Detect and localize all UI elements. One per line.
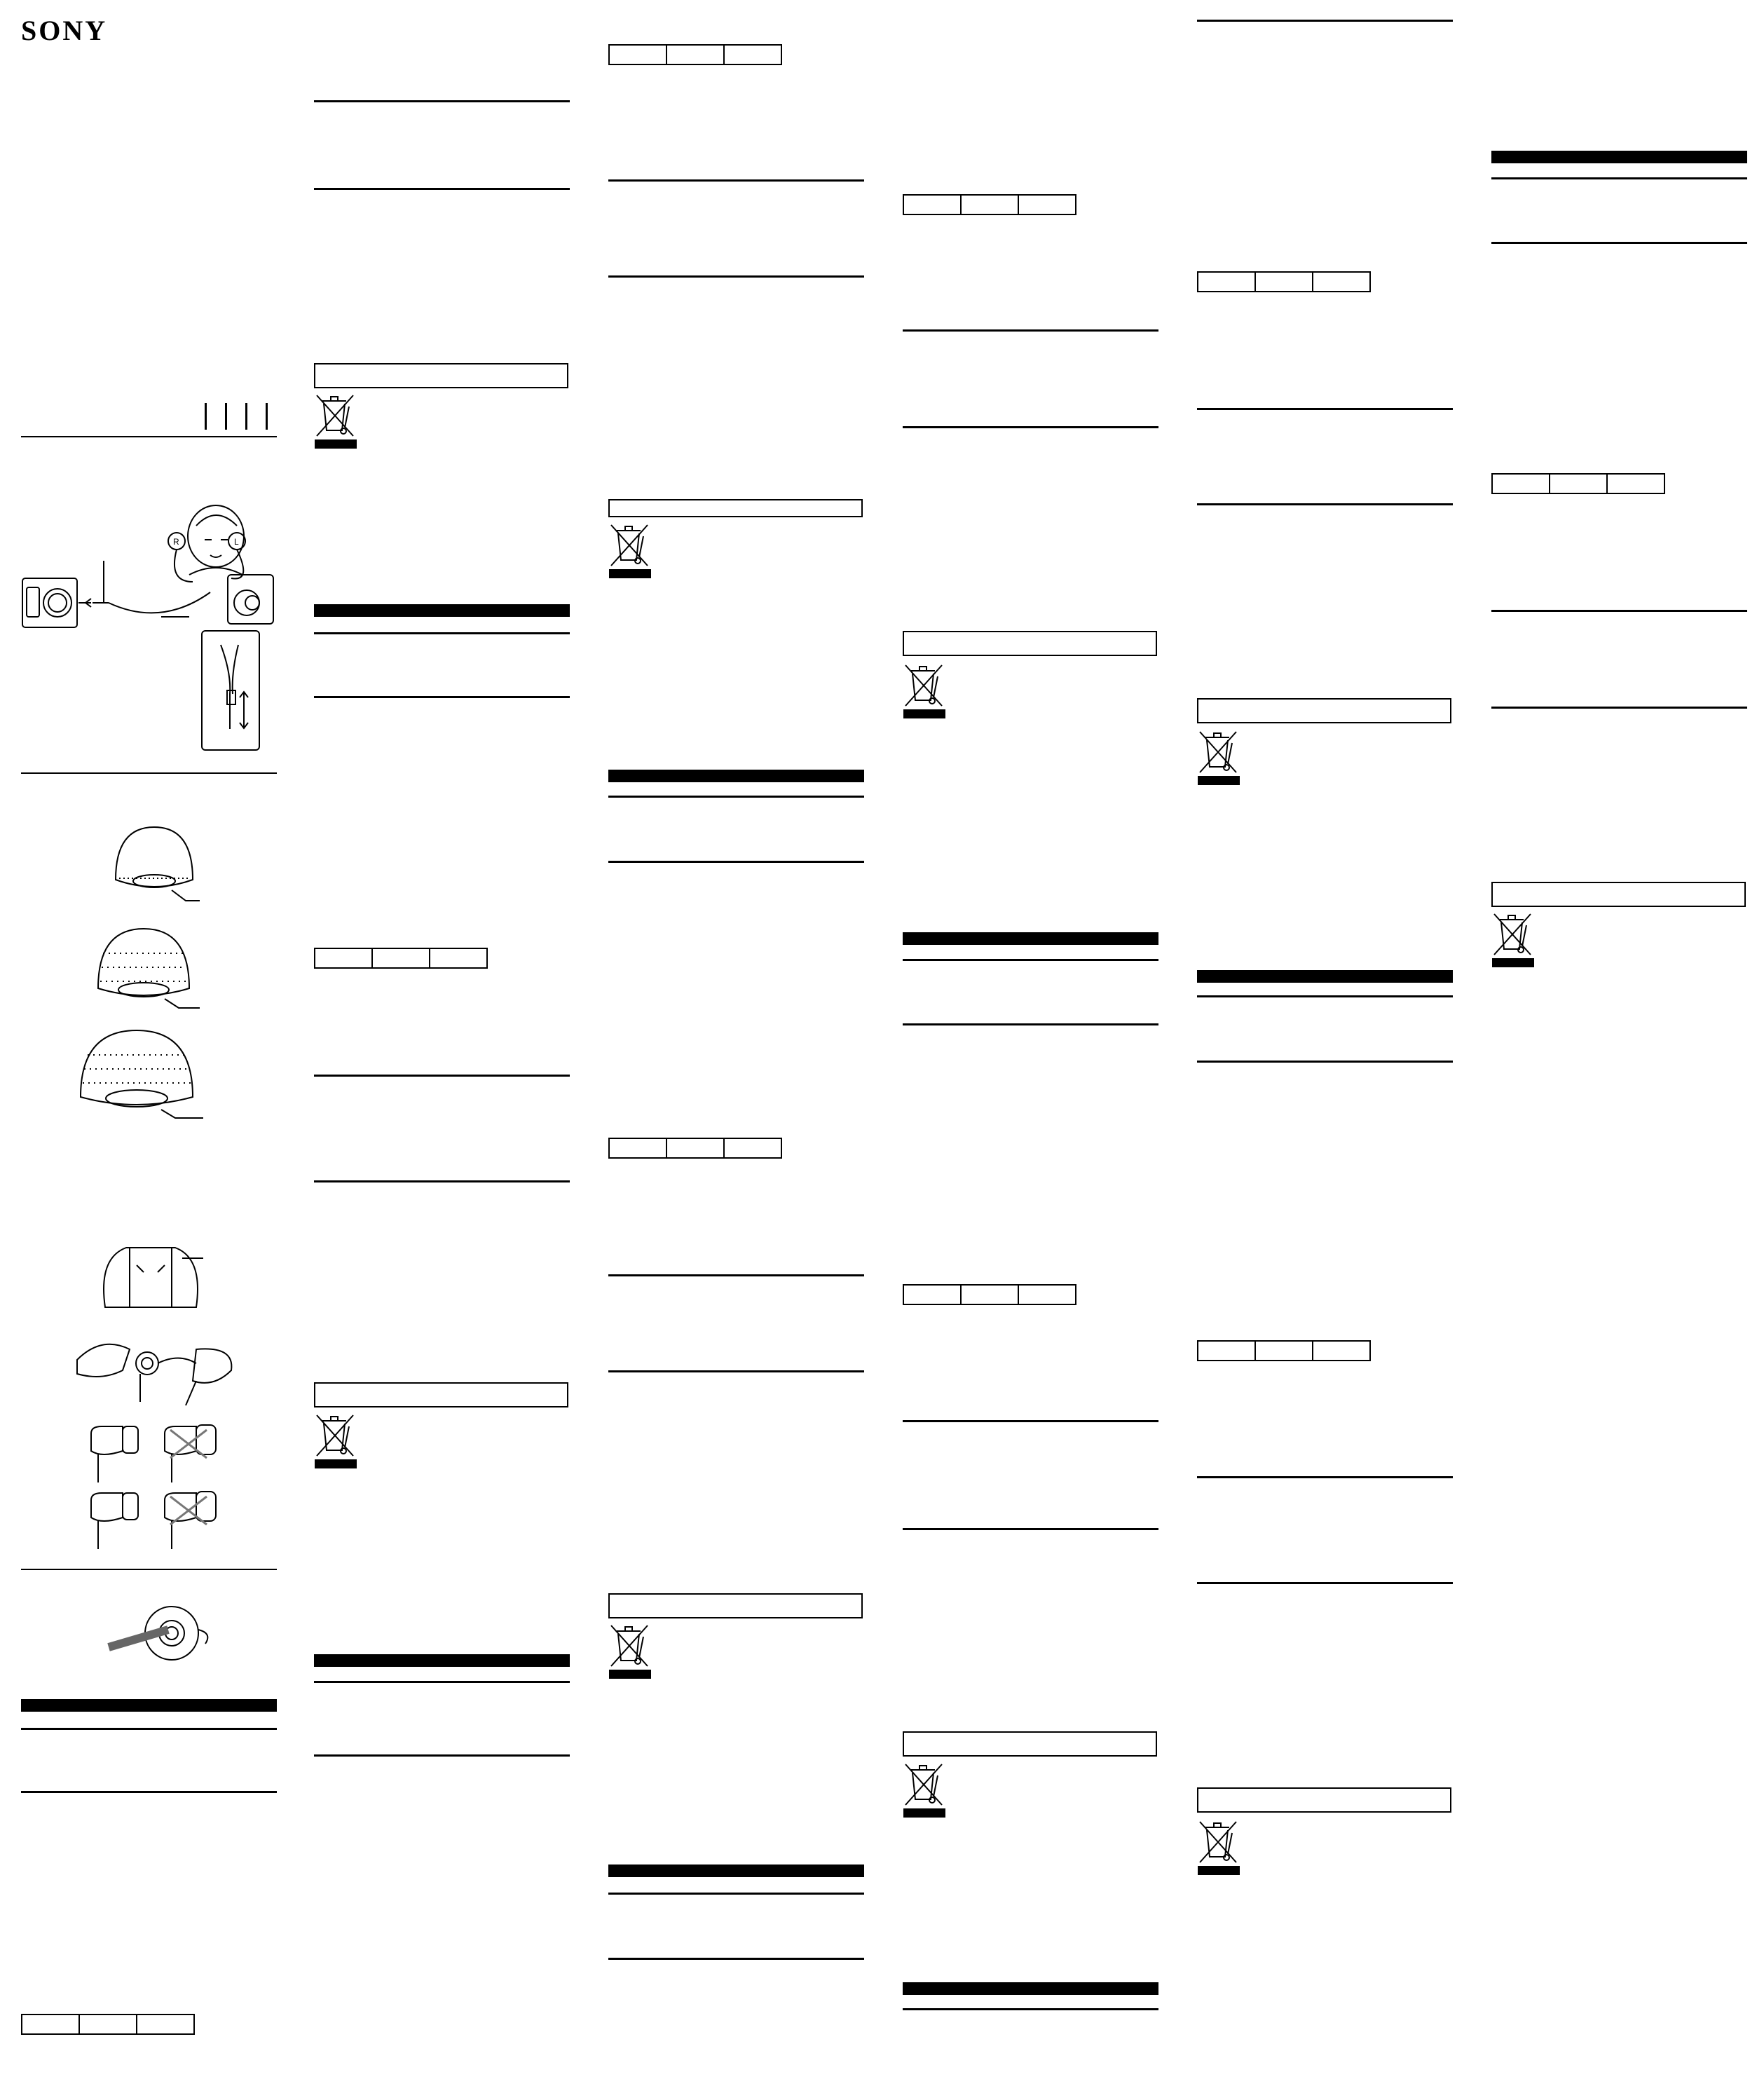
notice-box	[608, 1593, 863, 1618]
spec-table	[314, 948, 488, 969]
column-5	[1197, 0, 1453, 2086]
section-header-bar	[1491, 151, 1747, 163]
connection-diagram	[21, 505, 277, 757]
heading-rule	[1197, 1582, 1453, 1584]
heading-rule	[1491, 242, 1747, 244]
svg-text:L: L	[234, 537, 239, 547]
spec-table	[1491, 473, 1665, 494]
column-4	[903, 0, 1158, 2086]
heading-rule	[314, 1754, 570, 1757]
sony-logo: SONY	[21, 15, 108, 46]
notice-box	[314, 1382, 568, 1407]
column-3	[608, 0, 864, 2086]
spec-table	[1197, 271, 1371, 292]
heading-rule	[314, 1180, 570, 1182]
heading-rule	[21, 1728, 277, 1730]
heading-rule	[314, 1075, 570, 1077]
spec-table	[608, 44, 782, 65]
notice-box	[1491, 882, 1746, 907]
heading-rule	[1197, 408, 1453, 410]
heading-rule	[903, 426, 1158, 428]
spec-table	[1197, 1340, 1371, 1361]
heading-rule	[1197, 1476, 1453, 1478]
earbud-tip-large	[77, 1027, 203, 1125]
section-rule	[21, 436, 277, 437]
heading-rule	[903, 1023, 1158, 1025]
weee-bin-icon	[1197, 1819, 1240, 1875]
heading-rule	[1197, 20, 1453, 22]
spec-table	[903, 1284, 1076, 1305]
heading-rule	[903, 1420, 1158, 1422]
heading-rule	[314, 632, 570, 634]
heading-rule	[608, 796, 864, 798]
notice-box	[903, 631, 1157, 656]
heading-rule	[608, 1893, 864, 1895]
weee-bin-icon	[608, 1623, 652, 1679]
heading-rule	[903, 329, 1158, 332]
weee-bin-icon	[608, 522, 652, 578]
spec-table	[903, 194, 1076, 215]
heading-rule	[1197, 503, 1453, 505]
notice-box	[608, 499, 863, 517]
section-rule	[21, 772, 277, 774]
heading-rule	[1491, 610, 1747, 612]
heading-rule	[1491, 177, 1747, 179]
heading-rule	[1197, 1061, 1453, 1063]
attach-tip-illustration	[74, 1332, 235, 1409]
heading-rule	[1491, 707, 1747, 709]
heading-rule	[608, 275, 864, 278]
heading-rule	[314, 1681, 570, 1683]
heading-rule	[903, 959, 1158, 961]
heading-rule	[314, 100, 570, 102]
column-2	[314, 0, 570, 2086]
heading-rule	[903, 1528, 1158, 1530]
fit-correct-wrong-1	[81, 1423, 235, 1486]
weee-bin-icon	[903, 662, 946, 718]
section-rule	[21, 1569, 277, 1570]
heading-rule	[608, 861, 864, 863]
spec-table	[21, 2014, 195, 2035]
notice-box	[903, 1731, 1157, 1757]
heading-rule	[21, 1791, 277, 1793]
heading-rule	[1197, 995, 1453, 997]
spec-table	[608, 1138, 782, 1159]
column-6	[1491, 0, 1747, 2086]
notice-box	[314, 363, 568, 388]
section-header-bar	[21, 1699, 277, 1712]
section-header-bar	[314, 604, 570, 617]
weee-bin-icon	[1197, 729, 1240, 785]
heading-rule	[903, 2008, 1158, 2010]
fit-correct-wrong-2	[81, 1489, 235, 1553]
heading-rule	[608, 179, 864, 182]
section-header-bar	[903, 1982, 1158, 1995]
section-header-bar	[903, 932, 1158, 945]
section-header-bar	[1197, 970, 1453, 983]
section-header-bar	[314, 1654, 570, 1667]
remove-tip-illustration	[105, 1602, 217, 1672]
earbud-tip-small	[112, 824, 203, 904]
heading-rule	[608, 1370, 864, 1372]
model-marks	[205, 403, 268, 430]
svg-text:R: R	[173, 537, 179, 547]
earbud-tip-medium	[95, 925, 200, 1013]
heading-rule	[314, 696, 570, 698]
heading-rule	[608, 1274, 864, 1276]
column-1	[21, 0, 277, 2086]
heading-rule	[608, 1958, 864, 1960]
heading-rule	[314, 188, 570, 190]
weee-bin-icon	[314, 393, 357, 449]
section-header-bar	[608, 1865, 864, 1877]
notice-box	[1197, 1787, 1451, 1813]
section-header-bar	[608, 770, 864, 782]
earbud-tip-cross-section	[98, 1244, 203, 1314]
notice-box	[1197, 698, 1451, 723]
weee-bin-icon	[903, 1761, 946, 1818]
weee-bin-icon	[314, 1412, 357, 1468]
weee-bin-icon	[1491, 911, 1535, 967]
